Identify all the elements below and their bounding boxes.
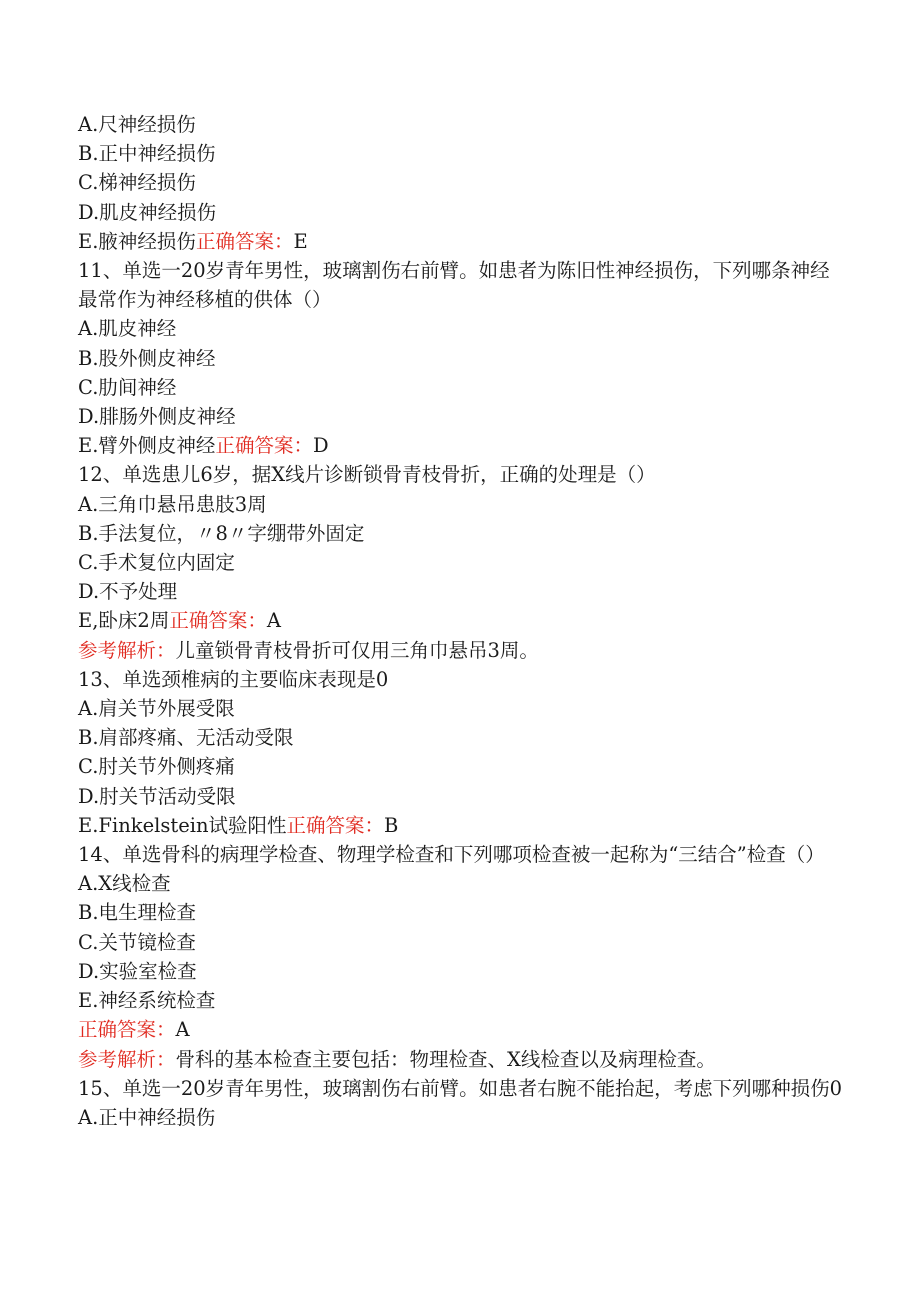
q11-answer-value: D (312, 434, 329, 458)
q12-option-e-row (78, 606, 848, 635)
q14-option-d: D.实验室检查 (78, 959, 197, 983)
q13-option-a: A.肩关节外展受限 (78, 697, 235, 721)
q13-answer-label: 正确答案： (286, 813, 385, 837)
q10-option-d: D.肌皮神经损伤 (78, 200, 217, 224)
q11-option-a: A.肌皮神经 (78, 317, 177, 341)
q12-option-d: D.不予处理 (78, 580, 178, 604)
q14-option-e: E.神经系统检查 (78, 989, 216, 1013)
q11-stem: 11、单选一20岁青年男性，玻璃割伤右前臂。如患者为陈旧性神经损伤，下列哪条神经最常作为神经移植的供体（） (78, 259, 830, 312)
q14-answer-value: A (175, 1018, 190, 1042)
q11-option-e-row (78, 431, 848, 460)
q15-stem: 15、单选一20岁青年男性，玻璃割伤右前臂。如患者右腕不能抬起，考虑下列哪种损伤0 (78, 1076, 843, 1100)
q14-option-c: C.关节镜检查 (78, 930, 196, 954)
q10-option-b: B.正中神经损伤 (78, 142, 216, 166)
q13-option-e: E.Finkelstein试验阳性 (78, 813, 287, 837)
q14-answer-label: 正确答案： (78, 1018, 176, 1042)
q14-explanation-row (78, 1045, 848, 1074)
q12-explanation-label: 参考解析： (78, 638, 176, 662)
q14-explanation: 骨科的基本检查主要包括：物理检查、X线检查以及病理检查。 (175, 1047, 716, 1071)
q12-explanation: 儿童锁骨青枝骨折可仅用三角巾悬吊3周。 (175, 638, 539, 662)
q10-option-e: E.腋神经损伤 (78, 229, 196, 253)
q12-option-e: E,卧床2周 (78, 609, 170, 633)
q12-option-b: B.手法复位，〃8〃字绷带外固定 (78, 521, 365, 545)
q10-answer-value: E (293, 229, 308, 253)
q12-explanation-row (78, 636, 848, 665)
q12-answer-value: A (266, 609, 281, 633)
q14-option-b: B.电生理检查 (78, 901, 197, 925)
q11-option-c: C.肋间神经 (78, 375, 177, 399)
q13-stem: 13、单选颈椎病的主要临床表现是0 (78, 667, 389, 691)
q12-stem: 12、单选患儿6岁，据X线片诊断锁骨青枝骨折，正确的处理是（） (78, 463, 656, 487)
q13-option-d: D.肘关节活动受限 (78, 784, 236, 808)
q12-option-c: C.手术复位内固定 (78, 551, 235, 575)
q13-option-c: C.肘关节外侧疼痛 (78, 755, 235, 779)
q12-option-a: A.三角巾悬吊患肢3周 (78, 492, 267, 516)
q13-option-e-row (78, 811, 848, 840)
q11-option-b: B.股外侧皮神经 (78, 346, 216, 370)
q14-answer-row (78, 1015, 848, 1044)
q11-answer-label: 正确答案： (215, 434, 313, 458)
document-page (78, 110, 848, 1132)
q15-option-a: A.正中神经损伤 (78, 1105, 216, 1129)
q14-option-a: A.X线检查 (78, 872, 171, 896)
q10-answer-label: 正确答案： (195, 229, 294, 253)
q10-option-a: A.尺神经损伤 (78, 113, 196, 136)
q11-option-d: D.腓肠外侧皮神经 (78, 405, 236, 429)
q10-option-c: C.梯神经损伤 (78, 171, 196, 195)
q11-option-e: E.臂外侧皮神经 (78, 434, 216, 458)
q13-answer-value: B (384, 813, 399, 837)
q10-option-e-row (78, 227, 848, 256)
q13-option-b: B.肩部疼痛、无活动受限 (78, 726, 294, 750)
q14-stem: 14、单选骨科的病理学检查、物理学检查和下列哪项检查被一起称为“三结合”检查（） (78, 843, 825, 867)
q12-answer-label: 正确答案： (169, 609, 267, 633)
q14-explanation-label: 参考解析： (78, 1047, 176, 1071)
